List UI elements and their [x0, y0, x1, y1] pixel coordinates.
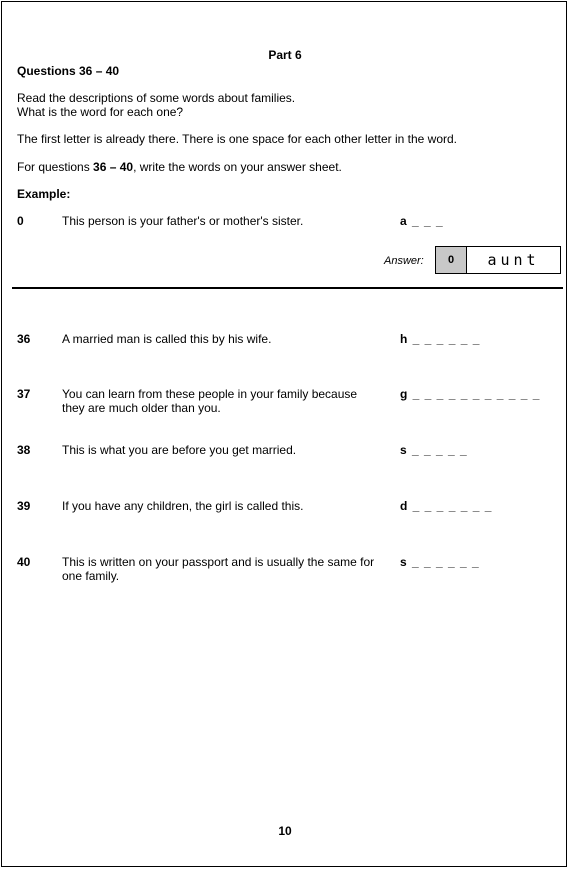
- question-answer-pattern: g _ _ _ _ _ _ _ _ _ _ _: [400, 387, 541, 401]
- answer-box-number: 0: [436, 247, 467, 273]
- question-answer-pattern: s _ _ _ _ _ _: [400, 555, 480, 569]
- question-answer-pattern: s _ _ _ _ _: [400, 443, 468, 457]
- questions-range: Questions 36 – 40: [17, 64, 120, 78]
- answer-label: Answer:: [384, 255, 424, 267]
- instruction-2-pre: For questions: [17, 160, 94, 174]
- answer-box-word: aunt: [487, 251, 540, 269]
- instruction-2-post: , write the words on your answer sheet.: [133, 160, 342, 174]
- divider-rule: [12, 287, 563, 289]
- question-number: 36: [17, 332, 31, 346]
- question-answer-pattern: d _ _ _ _ _ _ _: [400, 499, 493, 513]
- intro-line-2: What is the word for each one?: [17, 105, 184, 119]
- question-answer-pattern: h _ _ _ _ _ _: [400, 332, 481, 346]
- question-text: You can learn from these people in your family because they are much older than you.: [62, 387, 358, 415]
- question-number: 38: [17, 443, 31, 457]
- question-text: This is what you are before you get married.: [62, 443, 297, 457]
- question-text: A married man is called this by his wife.: [62, 332, 272, 346]
- example-answer-box: [435, 246, 561, 274]
- instruction-1: The first letter is already there. There is one space for each other letter in the word.: [17, 132, 457, 146]
- question-text: If you have any children, the girl is called this.: [62, 499, 304, 513]
- instruction-2: [17, 160, 342, 174]
- page-number: 10: [278, 824, 292, 838]
- instruction-2-range: 36 – 40: [93, 160, 134, 174]
- example-answer-pattern: a _ _ _: [400, 214, 444, 228]
- exam-page: [1, 1, 567, 867]
- intro-line-1: Read the descriptions of some words about families.: [17, 91, 296, 105]
- example-number: 0: [17, 214, 24, 228]
- example-text: This person is your father's or mother's sister.: [62, 214, 304, 228]
- question-number: 40: [17, 555, 31, 569]
- part-title: Part 6: [268, 48, 302, 62]
- question-number: 37: [17, 387, 31, 401]
- question-text: This is written on your passport and is usually the same for one family.: [62, 555, 375, 583]
- example-label: Example:: [17, 187, 71, 201]
- question-number: 39: [17, 499, 31, 513]
